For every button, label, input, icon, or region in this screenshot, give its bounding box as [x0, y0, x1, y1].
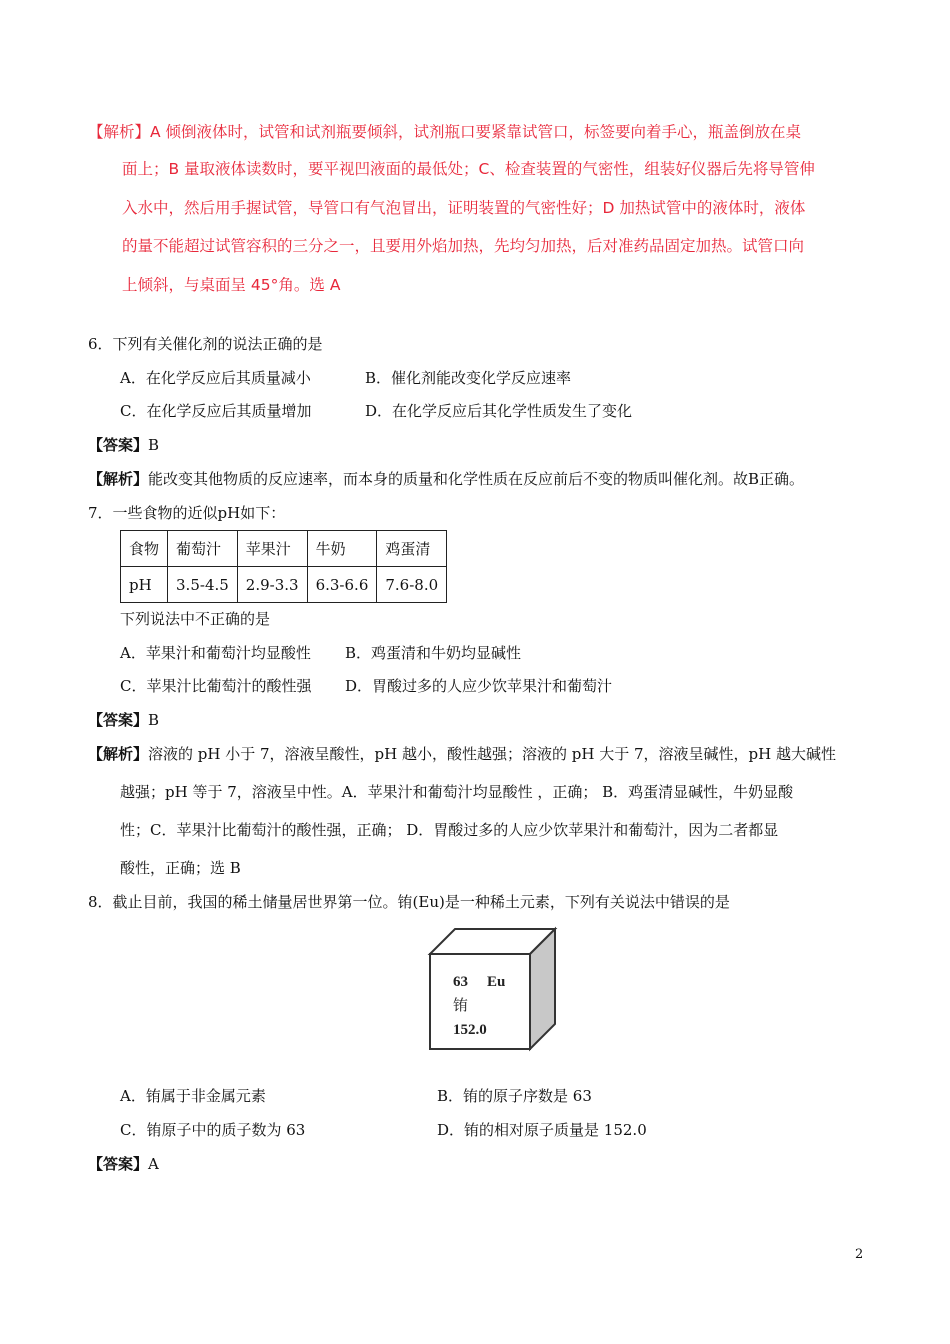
table-cell: 苹果汁 — [237, 531, 307, 567]
q8-answer — [88, 1153, 159, 1174]
element-number: 63 — [453, 974, 468, 990]
analysis-tag: 【解析】 — [88, 745, 149, 763]
analysis-q5-line-2: 面上；B 量取液体读数时，要平视凹液面的最低处；C、检查装置的气密性，组装好仪器后先将导管伸 — [122, 160, 815, 178]
table-header-row — [121, 531, 447, 567]
table-row — [121, 567, 447, 603]
analysis-tag: 【解析】 — [88, 470, 149, 488]
analysis-q5-line-5: 上倾斜，与桌面呈 45°角。选 A — [122, 276, 341, 294]
q8-option-c: C．铕原子中的质子数为 63 — [120, 1121, 306, 1139]
table-cell: 葡萄汁 — [168, 531, 238, 567]
analysis-q5-line-3: 入水中，然后用手握试管，导管口有气泡冒出，证明装置的气密性好；D 加热试管中的液体时，液体 — [122, 199, 806, 217]
table-cell: 食物 — [121, 531, 168, 567]
element-name: 铕 — [453, 996, 469, 1014]
table-cell: pH — [121, 567, 168, 603]
q6-answer — [88, 434, 159, 455]
q6-stem: 6．下列有关催化剂的说法正确的是 — [88, 335, 323, 353]
page-number: 2 — [855, 1247, 864, 1262]
table-cell: 7.6-8.0 — [377, 567, 447, 603]
element-mass: 152.0 — [453, 1022, 487, 1038]
element-symbol: Eu — [487, 974, 506, 990]
q8-option-b: B．铕的原子序数是 63 — [437, 1087, 592, 1105]
q7-analysis-line-4: 酸性，正确；选 B — [120, 859, 241, 877]
q6-option-a: A．在化学反应后其质量减小 — [120, 369, 311, 387]
q6-analysis: 【解析】能改变其他物质的反应速率，而本身的质量和化学性质在反应前后不变的物质叫催化剂。故B正确。 — [88, 470, 805, 488]
element-card-europium — [425, 924, 560, 1054]
q7-option-b: B．鸡蛋清和牛奶均显碱性 — [345, 644, 522, 662]
q6-option-d: D．在化学反应后其化学性质发生了变化 — [365, 402, 633, 420]
table-cell: 2.9-3.3 — [237, 567, 307, 603]
q7-analysis-line-1: 【解析】溶液的 pH 小于 7，溶液呈酸性，pH 越小，酸性越强；溶液的 pH 大于 7，溶液呈碱性，pH 越大碱性 — [88, 745, 836, 763]
answer-value: B — [148, 711, 160, 729]
answer-tag: 【答案】 — [88, 1155, 149, 1173]
q7-analysis-line-2: 越强；pH 等于 7，溶液呈中性。A．苹果汁和葡萄汁均显酸性 ，正确； B．鸡蛋清显碱性，牛奶显酸 — [120, 783, 794, 801]
q7-prompt: 下列说法中不正确的是 — [120, 610, 271, 628]
q8-stem: 8．截止目前，我国的稀土储量居世界第一位。铕(Eu)是一种稀土元素，下列有关说法中错误的是 — [88, 893, 730, 911]
table-cell: 牛奶 — [307, 531, 377, 567]
q7-answer — [88, 709, 159, 730]
q7-option-d: D．胃酸过多的人应少饮苹果汁和葡萄汁 — [345, 677, 613, 695]
answer-tag: 【答案】 — [88, 711, 149, 729]
q7-option-c: C．苹果汁比葡萄汁的酸性强 — [120, 677, 312, 695]
q6-option-c: C．在化学反应后其质量增加 — [120, 402, 312, 420]
ph-table — [120, 530, 447, 603]
q8-option-a: A．铕属于非金属元素 — [120, 1087, 266, 1105]
table-cell: 3.5-4.5 — [168, 567, 238, 603]
q7-stem: 7．一些食物的近似pH如下： — [88, 504, 286, 522]
answer-tag: 【答案】 — [88, 436, 149, 454]
table-cell: 6.3-6.6 — [307, 567, 377, 603]
q8-option-d: D．铕的相对原子质量是 152.0 — [437, 1121, 647, 1139]
analysis-tag: 【解析】 — [88, 123, 151, 141]
q7-analysis-line-3: 性；C．苹果汁比葡萄汁的酸性强，正确； D．胃酸过多的人应少饮苹果汁和葡萄汁，因为二者都显 — [120, 821, 779, 839]
answer-value: B — [148, 436, 160, 454]
analysis-q5-line-1: 【解析】A 倾倒液体时，试管和试剂瓶要倾斜，试剂瓶口要紧靠试管口，标签要向着手心，瓶盖倒放在桌 — [88, 123, 802, 141]
table-cell: 鸡蛋清 — [377, 531, 447, 567]
analysis-q5-line-4: 的量不能超过试管容积的三分之一，且要用外焰加热，先均匀加热，后对准药品固定加热。试管口向 — [122, 237, 805, 255]
q6-option-b: B．催化剂能改变化学反应速率 — [365, 369, 572, 387]
answer-value: A — [148, 1155, 159, 1173]
q7-option-a: A．苹果汁和葡萄汁均显酸性 — [120, 644, 311, 662]
